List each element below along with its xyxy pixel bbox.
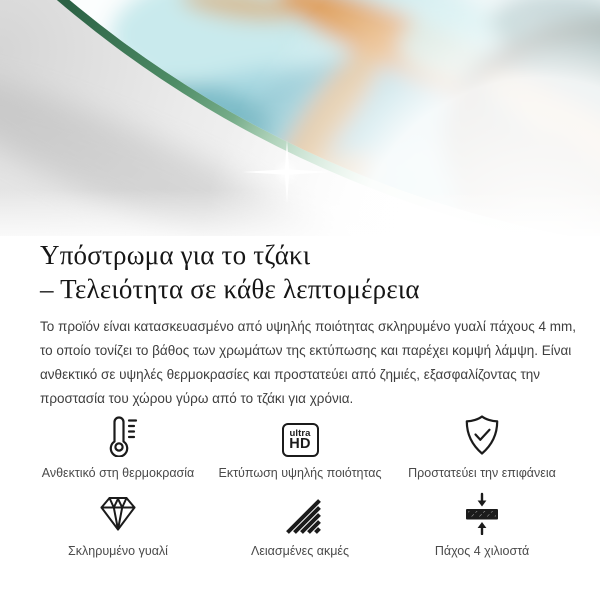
feature-label: Λειασμένες ακμές [250,544,349,558]
diamond-icon [96,489,140,535]
feature-polished-edges [209,489,391,559]
page-title [40,238,560,306]
description-line: ανθεκτικό σε υψηλές θερμοκρασίες και προστατεύει από ζημιές, εξασφαλίζοντας την [40,367,541,382]
description-line: το οποίο τονίζει το βάθος των χρωμάτων της εκτύπωσης και παρέχει κομψή λάμψη. Είναι [40,343,572,358]
feature-print-quality [209,411,391,481]
glass-panel-photo [0,0,600,236]
description-line: προστασία του χώρου γύρω από το τζάκι για χρόνια. [40,391,354,406]
product-description [40,315,576,411]
feature-surface-protection [391,411,573,481]
feature-tempered-glass [27,489,209,559]
ultra-hd-badge-bottom: HD [289,436,311,452]
thickness-icon [460,489,504,535]
description-line: Το προϊόν είναι κατασκευασμένο από υψηλής ποιότητας σκληρυμένο γυαλί πάχους 4 mm, [40,319,576,334]
ultra-hd-badge-top: ultra [289,428,311,439]
feature-label: Προστατεύει την επιφάνεια [408,466,556,480]
feature-thickness [391,489,573,559]
feature-label: Πάχος 4 χιλιοστά [434,544,530,558]
feature-label: Σκληρυμένο γυαλί [68,544,168,558]
ultra-hd-icon [282,411,319,457]
polished-edges-icon [278,489,322,535]
product-image [0,0,600,236]
features-grid [0,411,600,559]
shield-check-icon [460,411,504,457]
feature-label: Εκτύπωση υψηλής ποιότητας [218,466,382,480]
title-line-1: Υπόστρωμα για το τζάκι [40,240,311,270]
title-line-2: – Τελειότητα σε κάθε λεπτομέρεια [40,274,420,304]
feature-label: Ανθεκτικό στη θερμοκρασία [41,466,195,480]
feature-temperature [27,411,209,481]
thermometer-icon [96,411,140,457]
